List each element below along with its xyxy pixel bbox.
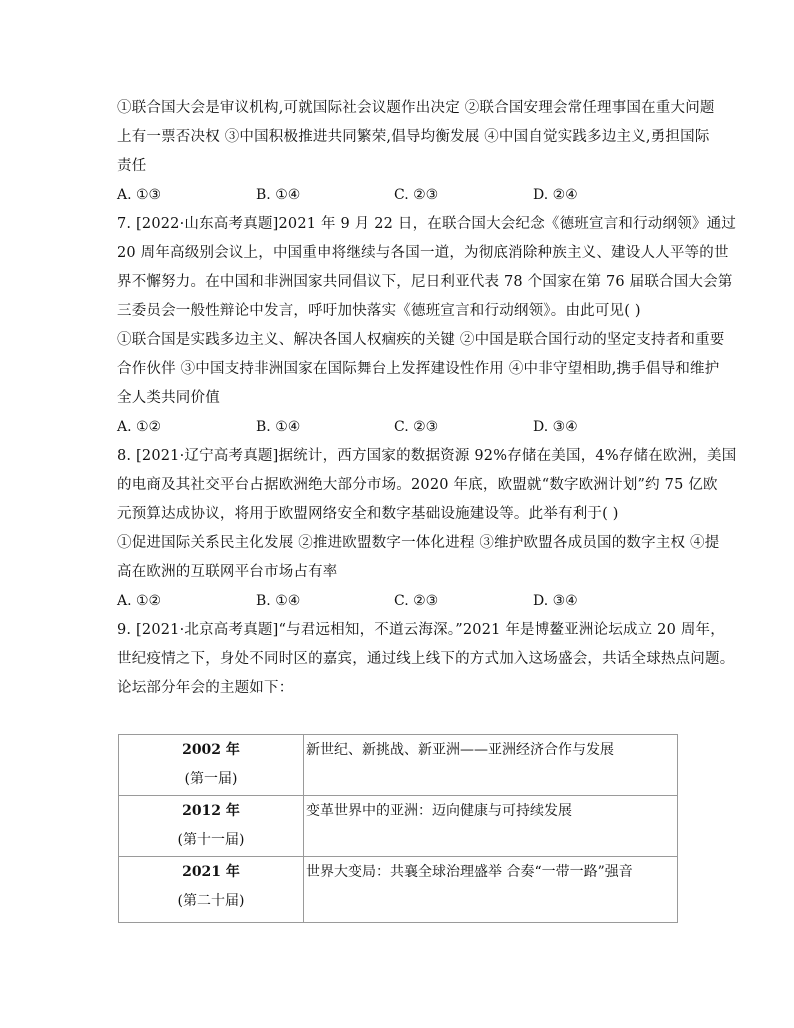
option-a[interactable]: A. ①③ (117, 187, 162, 203)
q6-statement-line: 责任 (117, 158, 147, 174)
q8-statement-line: 高在欧洲的互联网平台市场占有率 (117, 564, 338, 580)
table-row (119, 796, 678, 857)
option-c[interactable]: C. ②③ (394, 187, 439, 203)
q8-statement-line: ①促进国际关系民主化发展 ②推进欧盟数字一体化进程 ③维护欧盟各成员国的数字主权 ④提 (117, 535, 720, 551)
forum-theme-table (118, 734, 678, 923)
table-row (119, 857, 678, 923)
year-cell (119, 735, 304, 796)
option-b[interactable]: B. ①④ (256, 419, 301, 435)
theme-cell: 世界大变局：共襄全球治理盛举 合奏“一带一路”强音 (304, 857, 678, 923)
q7-stem-line: 界不懈努力。在中国和非洲国家共同倡议下，尼日利亚代表 78 个国家在第 76 届联合国大会第 (117, 274, 733, 290)
year-label: 2012 年 (182, 803, 240, 819)
option-c[interactable]: C. ②③ (394, 593, 439, 609)
q9-stem-line: 9. [2021·北京高考真题]“与君远相知，不道云海深。”2021 年是博鳌亚洲论坛成立 20 周年， (117, 622, 725, 638)
q7-stem-line: 三委员会一般性辩论中发言，呼吁加快落实《德班宣言和行动纲领》。由此可见( ) (117, 303, 641, 319)
q8-stem-line: 8. [2021·辽宁高考真题]据统计，西方国家的数据资源 92%存储在美国，4%存储在欧洲，美国 (117, 448, 737, 464)
q6-statement-line: 上有一票否决权 ③中国积极推进共同繁荣,倡导均衡发展 ④中国自觉实践多边主义,勇担国际 (117, 129, 710, 145)
q7-stem-line: 20 周年高级别会议上，中国重申将继续与各国一道，为彻底消除种族主义、建设人人平等的世 (117, 245, 729, 261)
year-cell (119, 796, 304, 857)
q7-stem-line: 7. [2022·山东高考真题]2021 年 9 月 22 日，在联合国大会纪念《德班宣言和行动纲领》通过 (117, 216, 736, 232)
year-label: 2021 年 (182, 864, 240, 880)
year-cell (119, 857, 304, 923)
theme-cell: 新世纪、新挑战、新亚洲——亚洲经济合作与发展 (304, 735, 678, 796)
option-c[interactable]: C. ②③ (394, 419, 439, 435)
session-label: (第二十届) (177, 893, 245, 909)
option-a[interactable]: A. ①② (117, 419, 162, 435)
table-row (119, 735, 678, 796)
q7-statement-line: 全人类共同价值 (117, 390, 220, 406)
q7-statement-line: 合作伙伴 ③中国支持非洲国家在国际舞台上发挥建设性作用 ④中非守望相助,携手倡导和维护 (117, 361, 720, 377)
option-d[interactable]: D. ③④ (533, 419, 578, 435)
question-page (117, 94, 737, 703)
option-b[interactable]: B. ①④ (256, 187, 301, 203)
q9-stem-line: 世纪疫情之下，身处不同时区的嘉宾，通过线上线下的方式加入这场盛会，共话全球热点问题。 (117, 651, 735, 667)
q6-statement-line: ①联合国大会是审议机构,可就国际社会议题作出决定 ②联合国安理会常任理事国在重大问题 (117, 100, 715, 116)
theme-cell: 变革世界中的亚洲：迈向健康与可持续发展 (304, 796, 678, 857)
session-label: (第十一届) (177, 832, 245, 848)
q6-options (117, 181, 682, 210)
q7-statement-line: ①联合国是实践多边主义、解决各国人权痼疾的关键 ②中国是联合国行动的坚定支持者和重要 (117, 332, 725, 348)
option-b[interactable]: B. ①④ (256, 593, 301, 609)
q8-options (117, 587, 682, 616)
q8-stem-line: 元预算达成协议，将用于欧盟网络安全和数字基础设施建设等。此举有利于( ) (117, 506, 619, 522)
q8-stem-line: 的电商及其社交平台占据欧洲绝大部分市场。2020 年底，欧盟就“数字欧洲计划”约 75 亿欧 (117, 477, 718, 493)
option-d[interactable]: D. ③④ (533, 593, 578, 609)
q7-options (117, 413, 682, 442)
year-label: 2002 年 (182, 742, 240, 758)
session-label: (第一届) (184, 771, 238, 787)
q9-stem-line: 论坛部分年会的主题如下： (117, 680, 294, 696)
option-d[interactable]: D. ②④ (533, 187, 578, 203)
option-a[interactable]: A. ①② (117, 593, 162, 609)
